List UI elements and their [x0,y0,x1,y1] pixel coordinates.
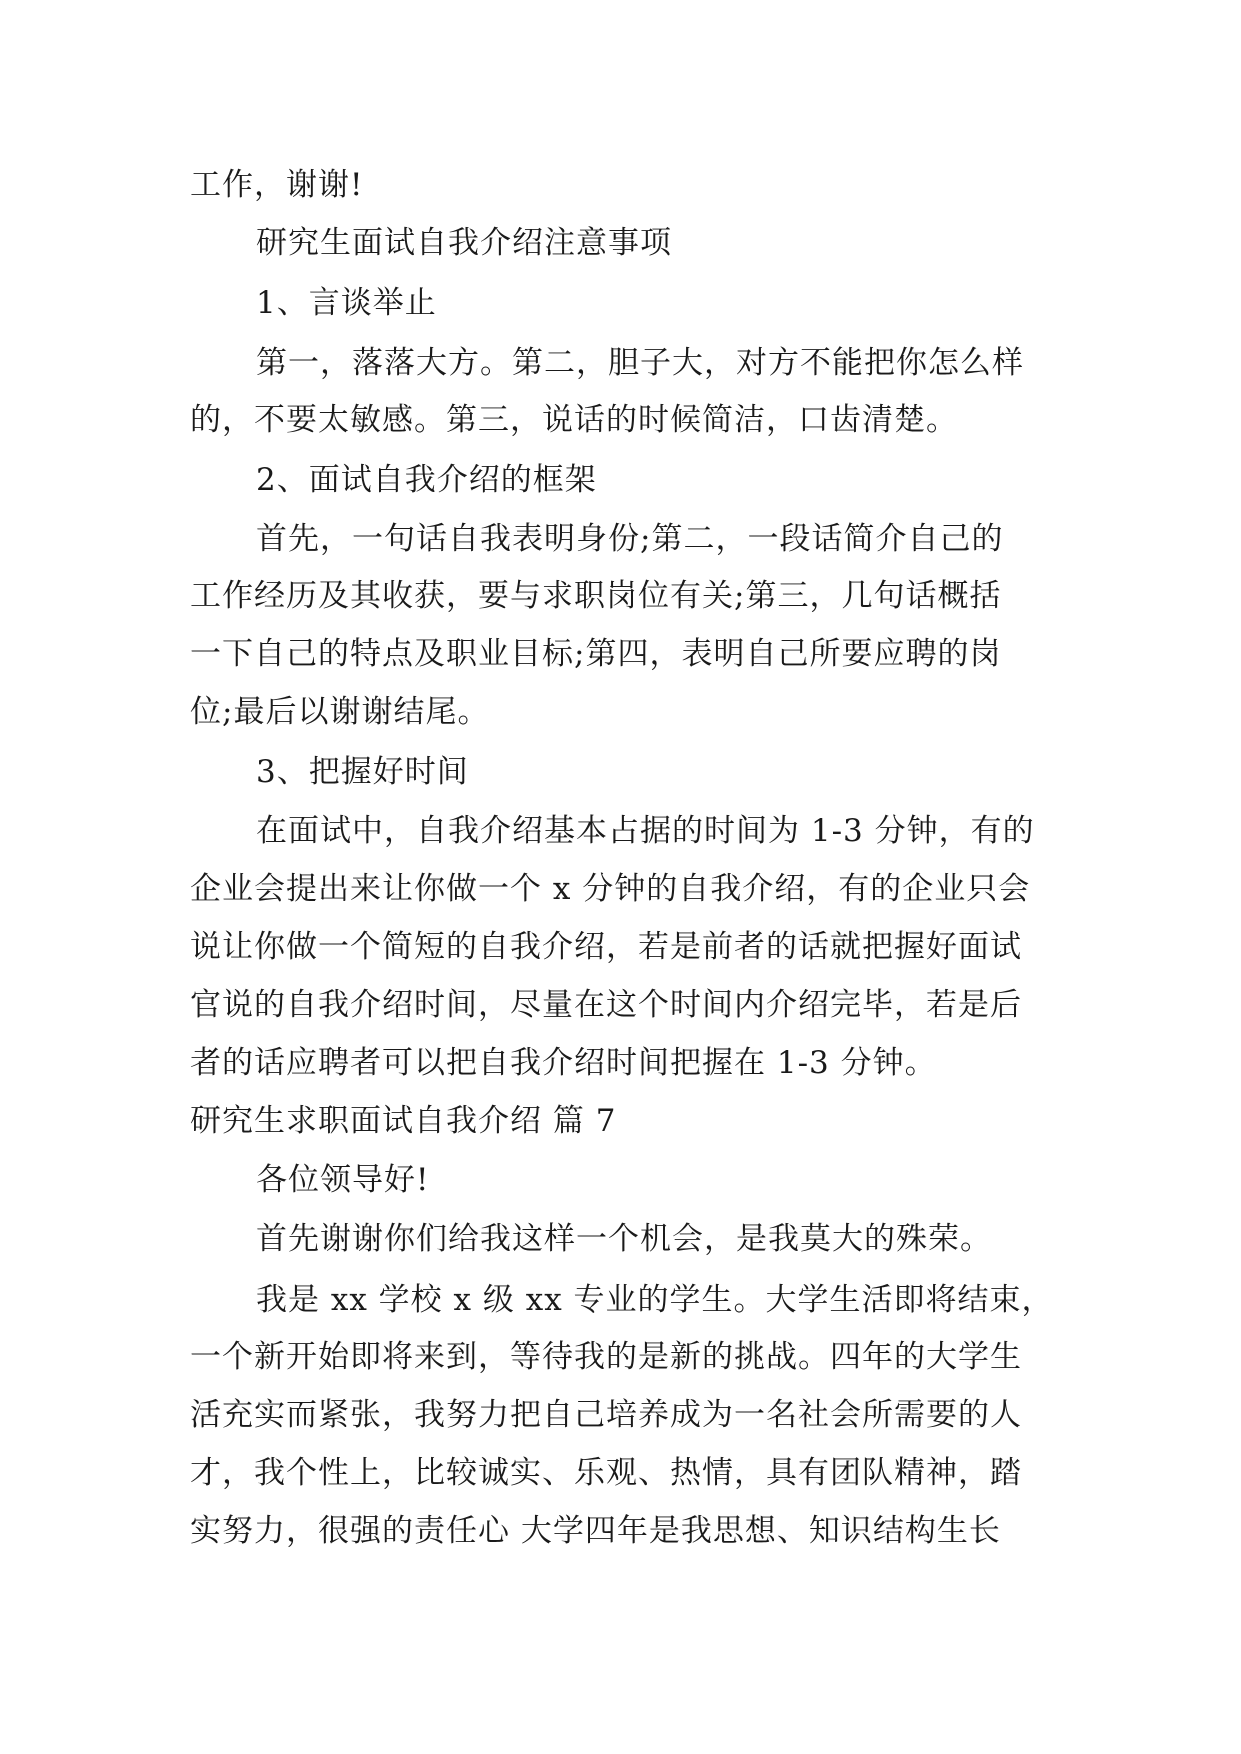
text-line: 一下自己的特点及职业目标;第四，表明自己所要应聘的岗 [190,636,1002,672]
text-line: 一个新开始即将来到，等待我的是新的挑战。四年的大学生 [190,1339,1022,1375]
text-line: 位;最后以谢谢结尾。 [190,694,490,730]
text-line: 第一，落落大方。第二，胆子大，对方不能把你怎么样 [256,345,1024,381]
text-line: 首先，一句话自我表明身份;第二，一段话简介自己的 [256,521,1004,557]
text-line: 才，我个性上，比较诚实、乐观、热情，具有团队精神，踏 [190,1455,1022,1491]
subsection-heading: 2、面试自我介绍的框架 [256,462,597,498]
text-line: 官说的自我介绍时间，尽量在这个时间内介绍完毕，若是后 [190,987,1022,1023]
text-line: 者的话应聘者可以把自我介绍时间把握在 1-3 分钟。 [190,1045,937,1081]
subsection-heading: 1、言谈举止 [256,285,437,321]
text-line: 活充实而紧张，我努力把自己培养成为一名社会所需要的人 [190,1397,1022,1433]
subsection-heading: 3、把握好时间 [256,754,469,790]
text-line: 说让你做一个简短的自我介绍，若是前者的话就把握好面试 [190,929,1022,965]
text-line: 工作经历及其收获，要与求职岗位有关;第三，几句话概括 [190,578,1002,614]
text-line: 实努力，很强的责任心 大学四年是我思想、知识结构生长 [190,1513,1001,1549]
article-heading: 研究生求职面试自我介绍 篇 7 [190,1103,617,1139]
text-line: 首先谢谢你们给我这样一个机会，是我莫大的殊荣。 [256,1221,992,1257]
text-line: 企业会提出来让你做一个 x 分钟的自我介绍，有的企业只会 [190,871,1031,907]
section-heading: 研究生面试自我介绍注意事项 [256,225,672,261]
text-line: 的，不要太敏感。第三，说话的时候简洁，口齿清楚。 [190,402,958,438]
greeting-line: 各位领导好! [256,1162,430,1198]
text-line: 工作，谢谢! [190,167,364,203]
text-line: 我是 xx 学校 x 级 xx 专业的学生。大学生活即将结束， [256,1282,1054,1318]
text-line: 在面试中，自我介绍基本占据的时间为 1-3 分钟，有的 [256,813,1035,849]
